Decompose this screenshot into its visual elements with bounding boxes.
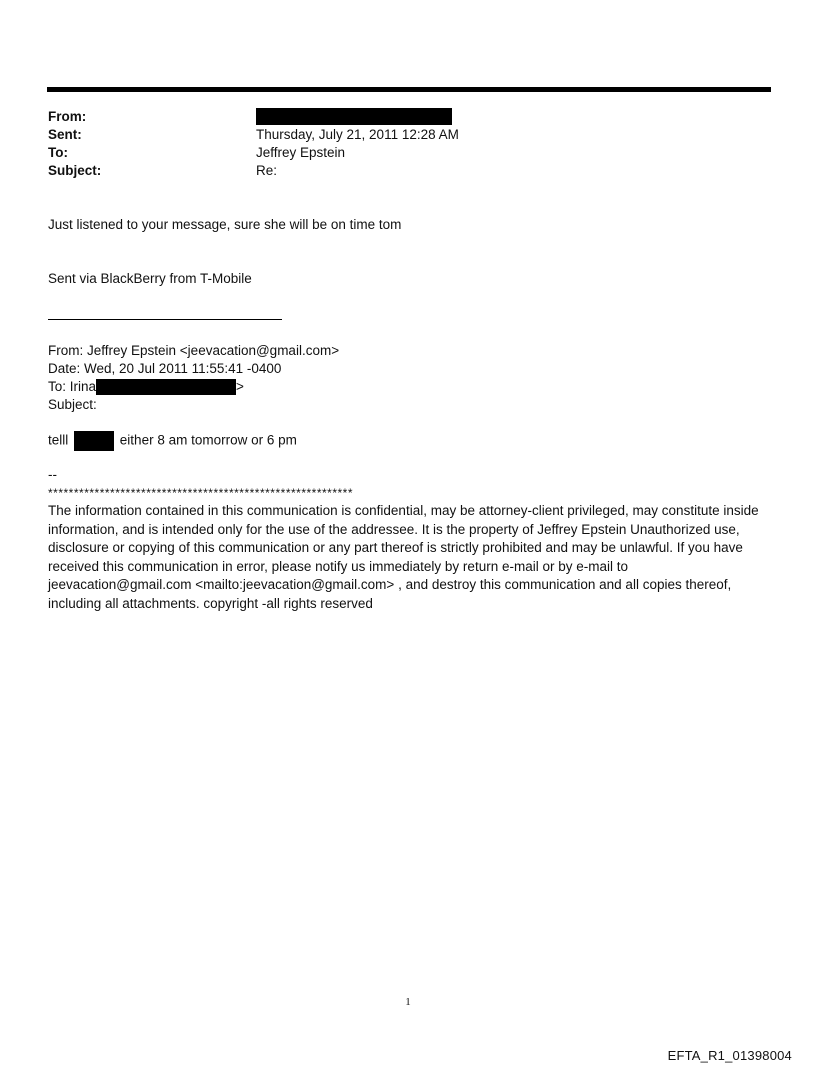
sent-label: Sent: bbox=[48, 127, 82, 142]
signature-line: Sent via BlackBerry from T-Mobile bbox=[48, 271, 252, 286]
quoted-subject: Subject: bbox=[48, 397, 97, 412]
confidentiality-disclaimer: The information contained in this communication is confidential, may be attorney-client privileged, may constitute inside information, and is intended only for the use of the addressee. It is the property of Jeffrey Epstein Unauthorized use, disclosure or copying of this communication or any part thereof is strictly prohibited and may be unlawful. If you have received this communication in error, please notify us immediately by return e-mail or by e-mail to jeevacation@gmail.com <mailto:jeevacation@gmail.com> , and destroy this communication and all copies thereof, including all attachments. copyright -all rights reserved bbox=[48, 503, 759, 611]
quoted-to bbox=[48, 378, 244, 396]
quoted-from: From: Jeffrey Epstein <jeevacation@gmail.com> bbox=[48, 343, 340, 358]
quoted-to-suffix: > bbox=[236, 379, 244, 394]
redaction-box bbox=[74, 431, 114, 451]
quoted-message-prefix: telll bbox=[48, 432, 69, 448]
from-label: From: bbox=[48, 109, 87, 124]
header-rule bbox=[47, 87, 771, 92]
quoted-message-suffix: either 8 am tomorrow or 6 pm bbox=[119, 432, 297, 448]
to-value: Jeffrey Epstein bbox=[256, 145, 346, 160]
redaction-box bbox=[256, 108, 452, 125]
subject-label: Subject: bbox=[48, 163, 102, 178]
redaction-box bbox=[96, 379, 236, 395]
from-value-redacted bbox=[256, 107, 452, 125]
to-label: To: bbox=[48, 145, 68, 160]
quoted-date: Date: Wed, 20 Jul 2011 11:55:41 -0400 bbox=[48, 361, 282, 376]
footer-dashes: -- bbox=[48, 467, 57, 482]
quote-separator bbox=[48, 319, 282, 320]
message-body: Just listened to your message, sure she will be on time tom bbox=[48, 217, 402, 232]
subject-value: Re: bbox=[256, 163, 278, 178]
quoted-to-prefix: To: Irina bbox=[48, 379, 97, 394]
quoted-message bbox=[48, 431, 297, 451]
footer-stars: *********************************************************** bbox=[48, 486, 354, 500]
page-number: 1 bbox=[405, 996, 411, 1008]
document-id: EFTA_R1_01398004 bbox=[667, 1048, 792, 1063]
sent-value: Thursday, July 21, 2011 12:28 AM bbox=[256, 127, 459, 142]
